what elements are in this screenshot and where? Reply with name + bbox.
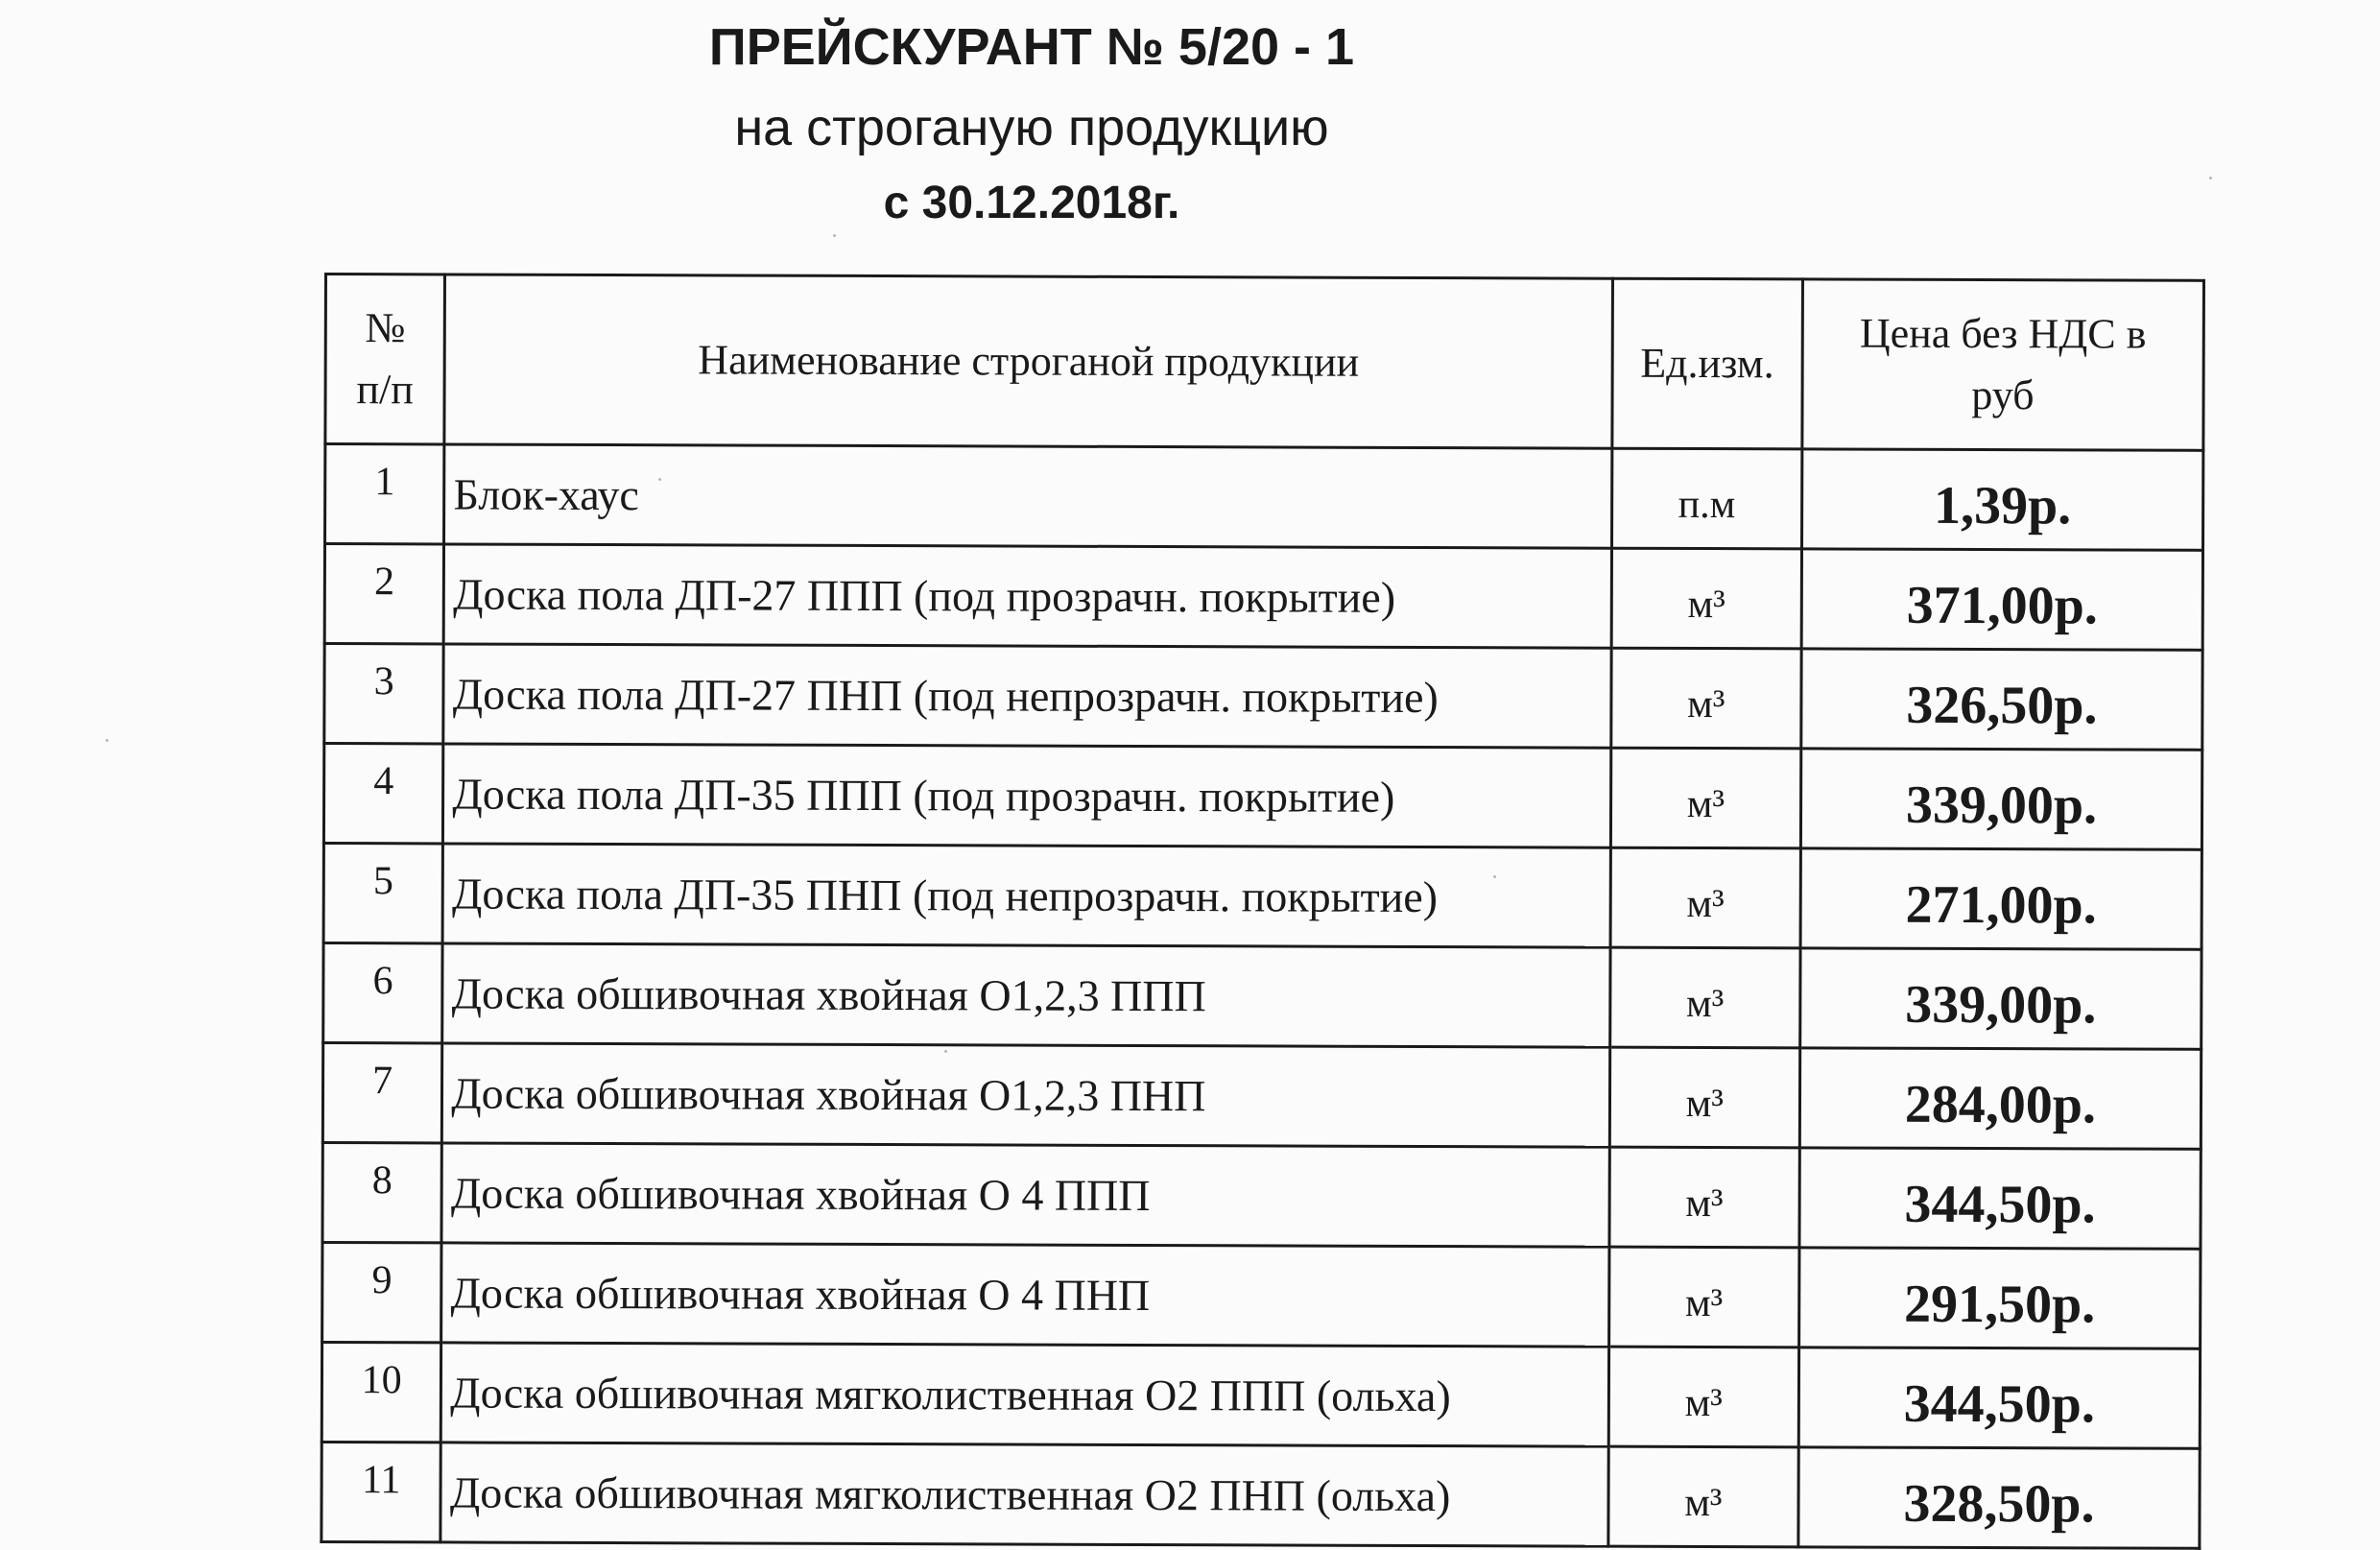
row-name: Доска обшивочная мягколиственная О2 ППП (ольха) <box>441 1343 1609 1446</box>
table-body <box>321 444 2203 1549</box>
scan-speck <box>106 739 108 742</box>
row-price: 284,00р. <box>1799 1048 2202 1149</box>
row-unit: м³ <box>1611 548 1801 649</box>
row-num: 2 <box>324 544 444 644</box>
row-price: 344,50р. <box>1799 1148 2202 1249</box>
row-unit: м³ <box>1608 1446 1798 1547</box>
row-name: Доска пола ДП-35 ПНП (под непрозрачн. покрытие) <box>442 844 1610 947</box>
row-name: Доска обшивочная хвойная О 4 ППП <box>441 1143 1609 1247</box>
row-num: 11 <box>321 1442 441 1541</box>
row-unit: п.м <box>1611 448 1801 549</box>
table-row <box>321 1342 2200 1448</box>
table-row <box>323 943 2202 1050</box>
row-num: 6 <box>323 943 443 1043</box>
row-unit: м³ <box>1611 648 1801 749</box>
row-unit: м³ <box>1608 1247 1798 1347</box>
table-row <box>324 644 2202 751</box>
header-unit: Ед.изм. <box>1612 278 1803 449</box>
document-subtitle: на строганую продукцию <box>734 99 1329 156</box>
row-num: 10 <box>321 1342 441 1442</box>
row-name: Доска обшивочная мягколиственная О2 ПНП (ольха) <box>440 1443 1608 1546</box>
header-num-label: № п/п <box>356 304 414 414</box>
row-unit: м³ <box>1610 748 1800 848</box>
row-price: 328,50р. <box>1798 1447 2201 1548</box>
header-price-label: Цена без НДС в руб <box>1859 309 2147 419</box>
document-title: ПРЕЙСКУРАНТ № 5/20 - 1 <box>708 18 1355 76</box>
row-num: 7 <box>322 1043 442 1143</box>
row-num: 5 <box>323 844 443 943</box>
row-unit: м³ <box>1609 947 1799 1048</box>
header-num <box>325 274 445 444</box>
table-row <box>322 1242 2201 1348</box>
row-num: 1 <box>325 444 445 544</box>
table-header <box>325 274 2204 451</box>
row-price: 339,00р. <box>1800 948 2202 1049</box>
row-name: Доска обшивочная хвойная О1,2,3 ППП <box>442 943 1610 1047</box>
row-num: 4 <box>323 744 443 844</box>
scan-speck <box>833 234 836 237</box>
price-table <box>320 273 2205 1550</box>
row-name: Доска обшивочная хвойная О 4 ПНП <box>441 1243 1609 1347</box>
row-num: 9 <box>322 1242 442 1342</box>
table-row <box>324 544 2202 651</box>
row-price: 339,00р. <box>1800 749 2202 849</box>
row-price: 344,50р. <box>1798 1347 2201 1448</box>
table-row <box>321 1442 2200 1548</box>
row-price: 271,00р. <box>1800 848 2202 949</box>
row-price: 291,50р. <box>1798 1248 2201 1348</box>
row-name: Блок-хаус <box>444 444 1612 548</box>
row-price: 371,00р. <box>1801 549 2203 650</box>
header-row <box>325 274 2204 451</box>
table-row <box>325 444 2203 551</box>
row-unit: м³ <box>1609 1147 1799 1248</box>
row-unit: м³ <box>1610 847 1800 948</box>
row-unit: м³ <box>1609 1047 1799 1148</box>
row-unit: м³ <box>1608 1347 1798 1447</box>
table-row <box>322 1142 2201 1249</box>
row-price: 326,50р. <box>1801 649 2203 750</box>
row-price: 1,39р. <box>1801 449 2203 550</box>
row-name: Доска обшивочная хвойная О1,2,3 ПНП <box>442 1043 1610 1147</box>
table-row <box>322 1043 2201 1150</box>
row-num: 3 <box>324 644 444 744</box>
table-row <box>323 744 2202 850</box>
header-price <box>1802 279 2204 450</box>
header-name: Наименование строганой продукции <box>444 274 1612 448</box>
table-row <box>323 844 2202 950</box>
row-name: Доска пола ДП-27 ПНП (под непрозрачн. покрытие) <box>443 644 1611 748</box>
row-name: Доска пола ДП-35 ППП (под прозрачн. покрытие) <box>443 744 1611 847</box>
row-name: Доска пола ДП-27 ППП (под прозрачн. покрытие) <box>443 544 1611 648</box>
row-num: 8 <box>322 1142 442 1242</box>
document-date: с 30.12.2018г. <box>883 178 1180 228</box>
scan-speck <box>2209 177 2212 179</box>
